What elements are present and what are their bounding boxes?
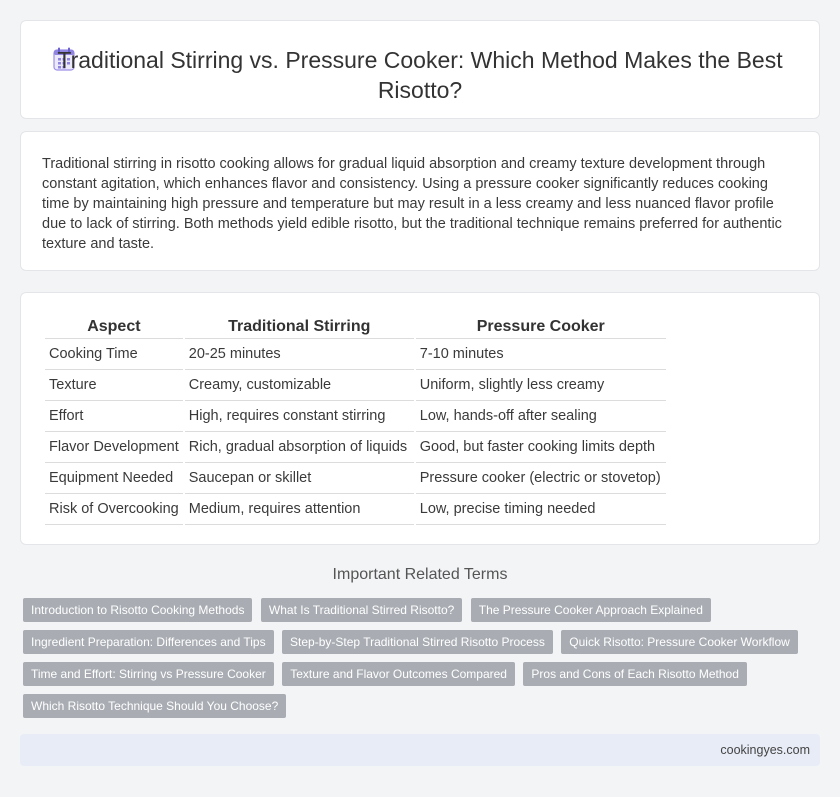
table-row xyxy=(45,463,666,494)
comparison-table xyxy=(43,314,668,525)
cell-traditional: Saucepan or skillet xyxy=(185,463,414,494)
cell-pressure: Uniform, slightly less creamy xyxy=(416,370,666,401)
cell-pressure: 7-10 minutes xyxy=(416,339,666,370)
page-title: Traditional Stirring vs. Pressure Cooker: Which Method Makes the Best Risotto? xyxy=(57,47,783,103)
cell-pressure: Low, hands-off after sealing xyxy=(416,401,666,432)
cell-pressure: Good, but faster cooking limits depth xyxy=(416,432,666,463)
related-term-link[interactable]: Time and Effort: Stirring vs Pressure Cooker xyxy=(23,662,274,686)
cell-aspect: Equipment Needed xyxy=(45,463,183,494)
cell-pressure: Pressure cooker (electric or stovetop) xyxy=(416,463,666,494)
cell-traditional: High, requires constant stirring xyxy=(185,401,414,432)
table-header-row xyxy=(45,314,666,339)
cell-aspect: Texture xyxy=(45,370,183,401)
cell-aspect: Cooking Time xyxy=(45,339,183,370)
cell-traditional: Creamy, customizable xyxy=(185,370,414,401)
header-aspect: Aspect xyxy=(45,314,183,339)
related-term-link[interactable]: Step-by-Step Traditional Stirred Risotto Process xyxy=(282,630,553,654)
comparison-table-card xyxy=(20,292,820,545)
table-row xyxy=(45,494,666,525)
related-term-link[interactable]: Quick Risotto: Pressure Cooker Workflow xyxy=(561,630,798,654)
cell-pressure: Low, precise timing needed xyxy=(416,494,666,525)
header-pressure: Pressure Cooker xyxy=(416,314,666,339)
related-terms-list xyxy=(23,598,813,726)
cell-aspect: Flavor Development xyxy=(45,432,183,463)
table-row xyxy=(45,339,666,370)
related-term-link[interactable]: Texture and Flavor Outcomes Compared xyxy=(282,662,515,686)
related-term-link[interactable]: Ingredient Preparation: Differences and Tips xyxy=(23,630,274,654)
footer xyxy=(20,734,820,766)
related-terms-title: Important Related Terms xyxy=(332,566,508,583)
cell-aspect: Effort xyxy=(45,401,183,432)
table-row xyxy=(45,432,666,463)
cell-traditional: Medium, requires attention xyxy=(185,494,414,525)
cell-traditional: Rich, gradual absorption of liquids xyxy=(185,432,414,463)
related-term-link[interactable]: Which Risotto Technique Should You Choose? xyxy=(23,694,286,718)
cell-aspect: Risk of Overcooking xyxy=(45,494,183,525)
table-row xyxy=(45,401,666,432)
table-row xyxy=(45,370,666,401)
summary-text: Traditional stirring in risotto cooking allows for gradual liquid absorption and creamy texture development through constant agitation, which enhances flavor and consistency. Using a pressure cooker significantly reduces cooking time by maintaining high pressure and temperature but may result in a less creamy and less nuanced flavor profile due to lack of stirring. Both methods yield edible risotto, but the traditional technique remains preferred for authentic texture and taste. xyxy=(42,156,782,252)
related-term-link[interactable]: Introduction to Risotto Cooking Methods xyxy=(23,598,252,622)
summary-card xyxy=(20,131,820,271)
cell-traditional: 20-25 minutes xyxy=(185,339,414,370)
related-term-link[interactable]: The Pressure Cooker Approach Explained xyxy=(471,598,711,622)
related-term-link[interactable]: What Is Traditional Stirred Risotto? xyxy=(261,598,462,622)
header-traditional: Traditional Stirring xyxy=(185,314,414,339)
footer-site-link[interactable]: cookingyes.com xyxy=(720,743,810,757)
related-term-link[interactable]: Pros and Cons of Each Risotto Method xyxy=(523,662,746,686)
header-card xyxy=(20,20,820,119)
